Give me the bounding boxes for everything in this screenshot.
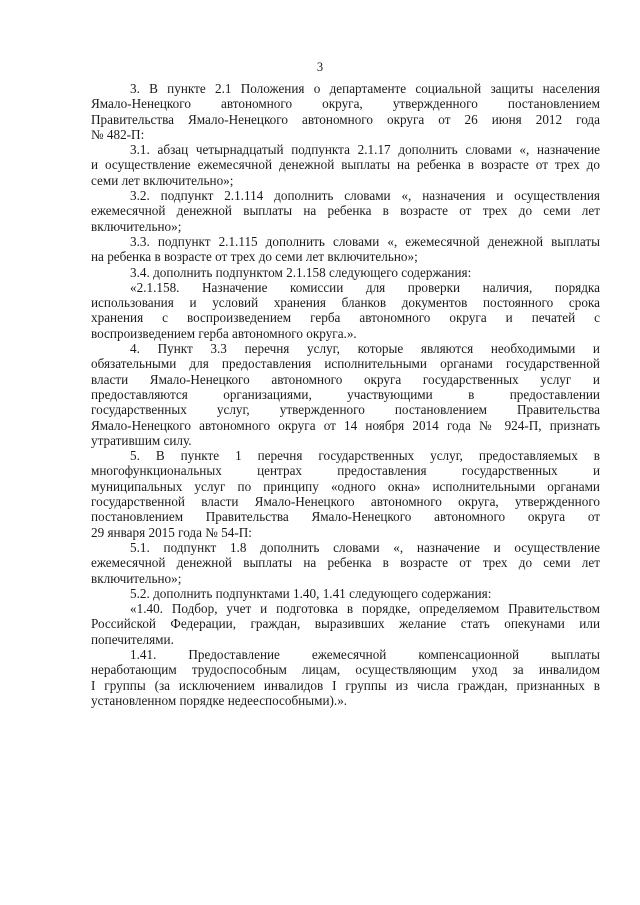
text-line: государственной власти Ямало-Ненецкого автономного округа, утвержденного xyxy=(91,494,600,510)
text-line: Ямало-Ненецкого автономного округа, утвержденного постановлением xyxy=(91,96,600,112)
text-line: попечителями. xyxy=(91,631,174,647)
text-line: 3.4. дополнить подпунктом 2.1.158 следующего содержания: xyxy=(130,264,472,280)
text-line: 29 января 2015 года № 54-П: xyxy=(91,524,252,540)
text-line: утратившим силу. xyxy=(91,432,192,448)
text-line: 5. В пункте 1 перечня государственных услуг, предоставляемых в xyxy=(130,448,600,464)
text-line: семи лет включительно»; xyxy=(91,172,234,188)
document-body xyxy=(91,81,600,708)
text-line: предоставляются организациями, участвующими в предоставлении xyxy=(91,386,600,402)
paragraph-p2-1-158 xyxy=(91,280,600,341)
paragraph-p3-3 xyxy=(91,234,600,265)
text-line: на ребенка в возрасте от трех до семи лет включительно»; xyxy=(91,249,418,265)
text-line: Правительства Ямало-Ненецкого автономного округа от 26 июня 2012 года xyxy=(91,111,600,127)
text-line: воспроизведением герба автономного округа.». xyxy=(91,325,357,341)
paragraph-p5 xyxy=(91,448,600,540)
paragraph-p3-4 xyxy=(91,265,600,280)
text-line: 3.1. абзац четырнадцатый подпункта 2.1.17 дополнить словами «, назначение xyxy=(130,142,600,158)
text-line: № 482-П: xyxy=(91,126,145,142)
text-line: хранения с воспроизведением герба автономного округа и печатей с xyxy=(91,310,600,326)
text-line: Ямало-Ненецкого автономного округа от 14 ноября 2014 года № 924-П, признать xyxy=(91,417,600,433)
text-line: 3.2. подпункт 2.1.114 дополнить словами «, назначения и осуществления xyxy=(130,188,600,204)
paragraph-p3 xyxy=(91,81,600,142)
text-line: включительно»; xyxy=(91,570,182,586)
paragraph-p3-1 xyxy=(91,142,600,188)
text-line: «2.1.158. Назначение комиссии для проверки наличия, порядка xyxy=(130,279,600,295)
text-line: 3. В пункте 2.1 Положения о департаменте социальной защиты населения xyxy=(130,81,600,96)
text-line: муниципальных услуг по принципу «одного окна» исполнительными органами xyxy=(91,478,600,494)
text-line: 1.41. Предоставление ежемесячной компенсационной выплаты xyxy=(130,646,600,662)
text-line: государственных услуг, утвержденного постановлением Правительства xyxy=(91,402,600,418)
text-line: 4. Пункт 3.3 перечня услуг, которые являются необходимыми и xyxy=(130,341,600,357)
text-line: 5.1. подпункт 1.8 дополнить словами «, назначение и осуществление xyxy=(130,539,600,555)
paragraph-p1-40 xyxy=(91,601,600,647)
text-line: постановлением Правительства Ямало-Ненецкого автономного округа от xyxy=(91,509,600,525)
text-line: 3.3. подпункт 2.1.115 дополнить словами «, ежемесячной денежной выплаты xyxy=(130,233,600,249)
text-line: ежемесячной денежной выплаты на ребенка в возрасте от трех до семи лет xyxy=(91,555,600,571)
text-line: многофункциональных центрах предоставления государственных и xyxy=(91,463,600,479)
page-number: 3 xyxy=(316,60,324,74)
text-line: использования и условий хранения бланков документов постоянного срока xyxy=(91,295,600,311)
paragraph-p3-2 xyxy=(91,188,600,234)
text-line: 5.2. дополнить подпунктами 1.40, 1.41 следующего содержания: xyxy=(130,585,492,601)
text-line: Российской Федерации, граждан, выразивших желание стать опекунами или xyxy=(91,616,600,632)
text-line: и осуществление ежемесячной денежной выплаты на ребенка в возрасте от трех до xyxy=(91,157,600,173)
paragraph-p5-2 xyxy=(91,586,600,601)
text-line: «1.40. Подбор, учет и подготовка в порядке, определяемом Правительством xyxy=(130,601,600,617)
text-line: неработающим трудоспособным лицам, осуществляющим уход за инвалидом xyxy=(91,662,600,678)
paragraph-p1-41 xyxy=(91,647,600,708)
paragraph-p5-1 xyxy=(91,540,600,586)
paragraph-p4 xyxy=(91,341,600,448)
text-line: включительно»; xyxy=(91,218,182,234)
text-line: ежемесячной денежной выплаты на ребенка в возрасте от трех до семи лет xyxy=(91,203,600,219)
text-line: власти Ямало-Ненецкого автономного округа государственных услуг и xyxy=(91,371,600,387)
text-line: обязательными для предоставления исполнительными органами государственной xyxy=(91,356,600,372)
text-line: I группы (за исключением инвалидов I группы из числа граждан, признанных в xyxy=(91,677,600,693)
text-line: установленном порядке недееспособными).». xyxy=(91,692,348,708)
